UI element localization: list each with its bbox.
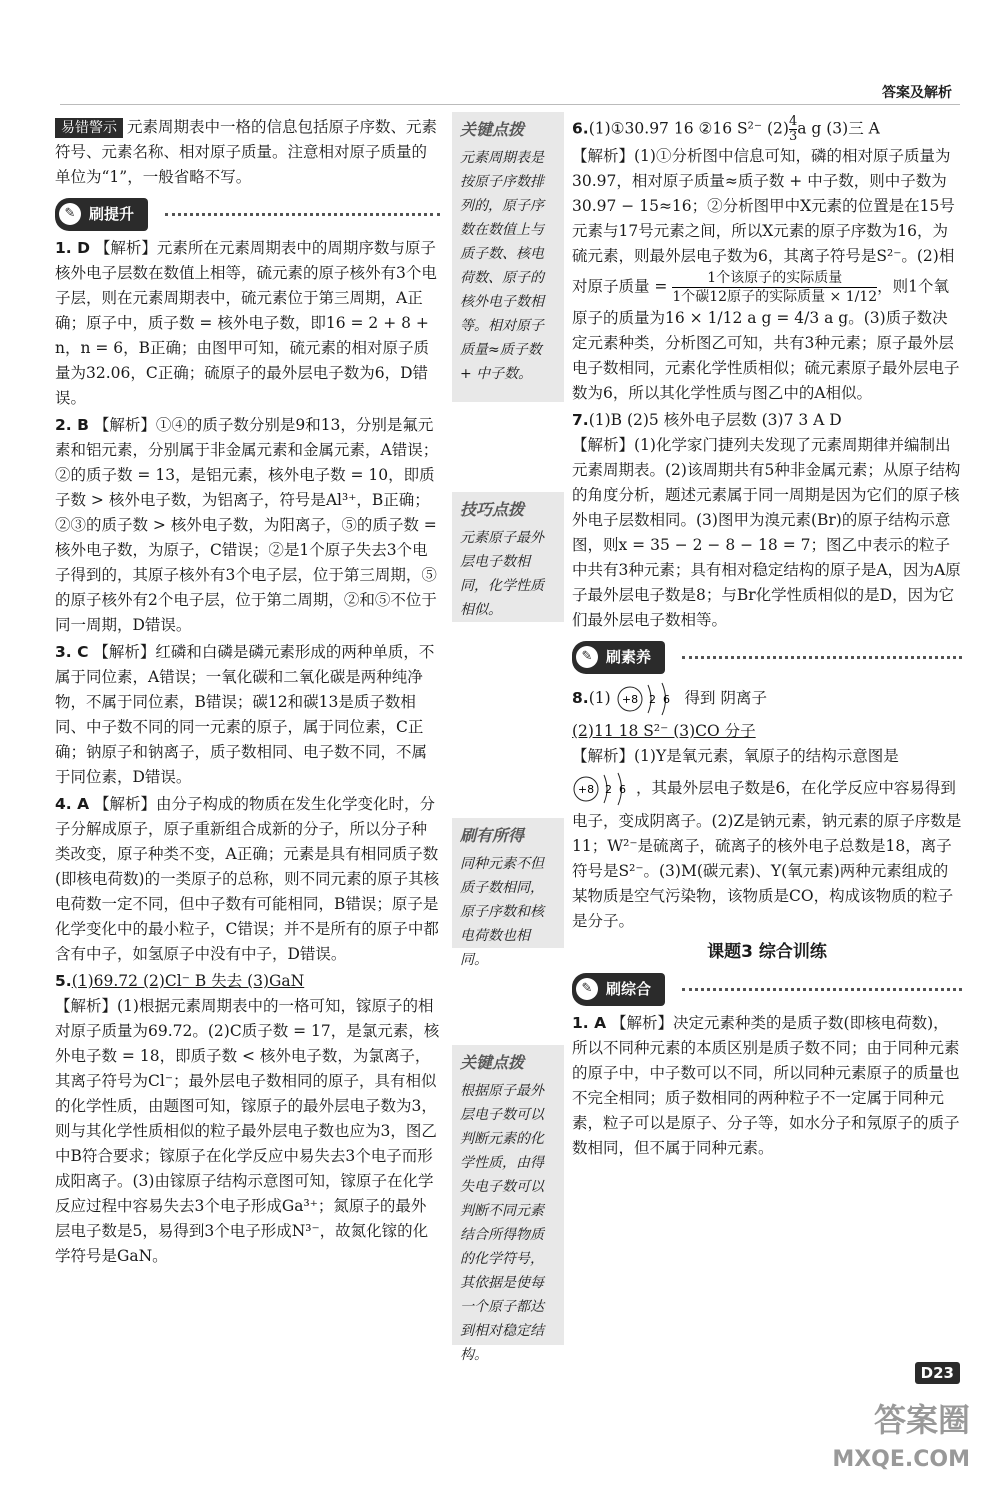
book-icon: ✎: [576, 978, 598, 1000]
svg-text:+8: +8: [621, 693, 638, 706]
warning-tag: 易错警示: [55, 118, 123, 138]
answer-8: 8.(1) +8 2 6 得到 阴离子 (2)11 18 S²⁻ (3)CO 分子 【解析】(1)Y是氧元素，氧原子的结构示意图是 +8 2 6 ，其最外层电子数是6，在化学反应中容易得到电子，变成阴离子。(2)Z是钠元素，钠元素的原子序数是11；W²⁻是硫离子，硫离子的核外电子总数是18，离子符号是S²⁻。(3)M(碳元素)、Y(氧元素)两种元素组成的某物质是空气污染物，该物质是CO，构成该物质的粒子是分子。: [572, 679, 962, 934]
book-icon: ✎: [576, 646, 598, 668]
answer-1-comprehensive: 1. A 【解析】决定元素种类的是质子数(即核电荷数)，所以不同种元素的本质区别是质子数不同；由于同种元素的原子中，中子数可以不同，所以同种元素原子的质量也不完全相同；质子数相同的两种粒子不一定属于同种元素，粒子可以是原子、分子等，如水分子和氖原子的质子数相同，但不属于同种元素。: [572, 1014, 960, 1157]
lesson-title: 课题3 综合训练: [707, 942, 827, 962]
warning-text: 元素周期表中一格的信息包括原子序数、元素符号、元素名称、相对原子质量。注意相对原子质量的单位为“1”，一般省略不写。: [55, 118, 438, 186]
answer-5: 5.(1)69.72 (2)Cl⁻ B 失去 (3)GaN 【解析】(1)根据元素周期表中的一格可知，镓原子的相对原子质量为69.72。(2)C质子数 = 17，是氯元素，核外电子数 = 18，即质子数 < 核外电子数，为氯离子，其离子符号为Cl⁻；最外层电子数相同的原子，具有相似的化学性质，由题图可知，镓原子的最外层电子数为3，则与其化学性质相似的粒子最外层电子数也应为3，图乙中B符合要求；镓原子在化学反应中易失去3个电子而形成阳离子。(3)由镓原子结构示意图可知，镓原子在化学反应过程中容易失去3个电子形成Ga³⁺；氮原子的最外层电子数是5，易得到3个电子形成N³⁻，故氮化镓的化学符号是GaN。: [55, 972, 440, 1265]
note-skill-point: 技巧点拨 元素原子最外层电子数相同，化学性质相似。: [452, 492, 564, 622]
answer-1: 1. D 【解析】元素所在元素周期表中的周期序数与原子核外电子层数在数值上相等，硫元素的原子核外有3个电子层，则在元素周期表中，硫元素位于第三周期，A正确；原子中，质子数 = 核外电子数，即16 = 2 + 8 + n，n = 6，B正确；由图甲可知，硫元素的相对原子质量为32.06，C正确；硫原子的最外层电子数为6，D错误。: [55, 239, 437, 407]
answer-2: 2. B 【解析】①④的质子数分别是9和13，分别是氟元素和铝元素，分别属于非金属元素和金属元素，A错误；②的质子数 = 13，是铝元素，核外电子数 = 10，即质子数 > 核外电子数，为铝离子，符号是Al³⁺，B正确；②③的质子数 > 核外电子数，为阳离子，⑤的质子数 = 核外电子数，为原子，C错误；②是1个原子失去3个电子得到的，其原子核外有3个电子层，位于第三周期，⑤的原子核外有2个电子层，位于第二周期，②和⑤不位于同一周期，D错误。: [55, 416, 439, 634]
answer-3: 3. C 【解析】红磷和白磷是磷元素形成的两种单质，不属于同位素，A错误；一氧化碳和二氧化碳是两种纯净物，不属于同位素，B错误；碳12和碳13是质子数相同、中子数不同的同一元素的原子，属于同位素，C正确；钠原子和钠离子，质子数相同、电子数不同，不属于同位素，D错误。: [55, 643, 435, 786]
oxygen-atom-diagram-icon: [572, 769, 636, 809]
section-header-zonghe: ✎ 刷综合: [572, 971, 962, 1005]
note-gain: 刷有所得 同种元素不但质子数相同，原子序数和核电荷数也相同。: [452, 818, 564, 948]
page-number: D23: [915, 1362, 960, 1384]
right-column: [572, 115, 962, 1163]
page-header: 答案及解析: [882, 85, 952, 101]
answer-7: 7.(1)B (2)5 核外电子层数 (3)7 3 A D 【解析】(1)化学家门捷列夫发现了元素周期律并编制出元素周期表。(2)该周期共有5种非金属元素；从原子结构的角度分析，题述元素属于同一周期是因为它们的原子核外电子层数相同。(3)图甲为溴元素(Br)的原子结构示意图，则x = 35 − 2 − 8 − 18 = 7；图乙中表示的粒子中共有3种元素；具有相对稳定结构的原子是A，因为A原子最外层电子数是8；与Br化学性质相似的是D，因为它们最外层电子数相等。: [572, 411, 961, 629]
section-header-tisheng: ✎ 刷提升: [55, 196, 440, 230]
oxygen-atom-diagram-icon: [616, 679, 680, 719]
note-key-point-1: 关键点拨 元素周期表是按原子序数排列的，原子序数在数值上与质子数、核电荷数、原子的核外电子数相等。相对原子质量≈质子数 + 中子数。: [452, 112, 564, 402]
svg-text:+8: +8: [577, 783, 595, 796]
svg-text:6: 6: [662, 693, 670, 706]
answer-4: 4. A 【解析】由分子构成的物质在发生化学变化时，分子分解成原子，原子重新组合成新的分子，所以分子种类改变，原子种类不变，A正确；元素是具有相同质子数(即核电荷数)的一类原子的总称，则不同元素的原子其核电荷数一定不同，但中子数有可能相同，B错误；原子是化学变化中的最小粒子，C错误；并不是所有的原子中都含有中子，如氢原子中没有中子，D错误。: [55, 795, 440, 963]
note-key-point-2: 关键点拨 根据原子最外层电子数可以判断元素的化学性质，由得失电子数可以判断不同元素结合所得物质的化学符号，其依据是使每一个原子都达到相对稳定结构。: [452, 1045, 564, 1345]
book-icon: ✎: [59, 203, 81, 225]
warning-note: [55, 115, 440, 190]
svg-text:6: 6: [619, 783, 626, 796]
svg-text:2: 2: [648, 693, 656, 706]
left-column: [55, 115, 440, 1271]
svg-text:2: 2: [605, 783, 612, 796]
answer-6: 6.(1)①30.97 16 ②16 S²⁻ (2) $\frac{4}{3}$ a g (3)三 A 【解析】(1)①分析图中信息可知，磷的相对原子质量为30.97，相对原子质量≈质子数 + 中子数，则中子数为30.97 − 15≈16；②分析图甲中X元素的位置是在15号元素与17号元素之间，所以X元素的原子序数为16，为硫元素，则最外层电子数为6，其离子符号是S²⁻。(2)相对原子质量 = $\frac{\text{1个该原子的实际质量}}{\text{1个碳12原子的实际质量 × 1/12}}$ ，则1个氧原子的质量为16 × 1/12 a g = 4/3 a g。(3)质子数决定元素种类，分析图乙可知，共有3种元素；原子最外层电子数相同，元素化学性质相似；硫元素原子最外层电子数为6，所以其化学性质与图乙中的A相似。: [572, 114, 960, 402]
header-divider: [60, 104, 960, 105]
watermark-logo: 答案圈 MXQE.COM: [832, 1401, 970, 1472]
section-header-suyang: ✎ 刷素养: [572, 639, 962, 673]
